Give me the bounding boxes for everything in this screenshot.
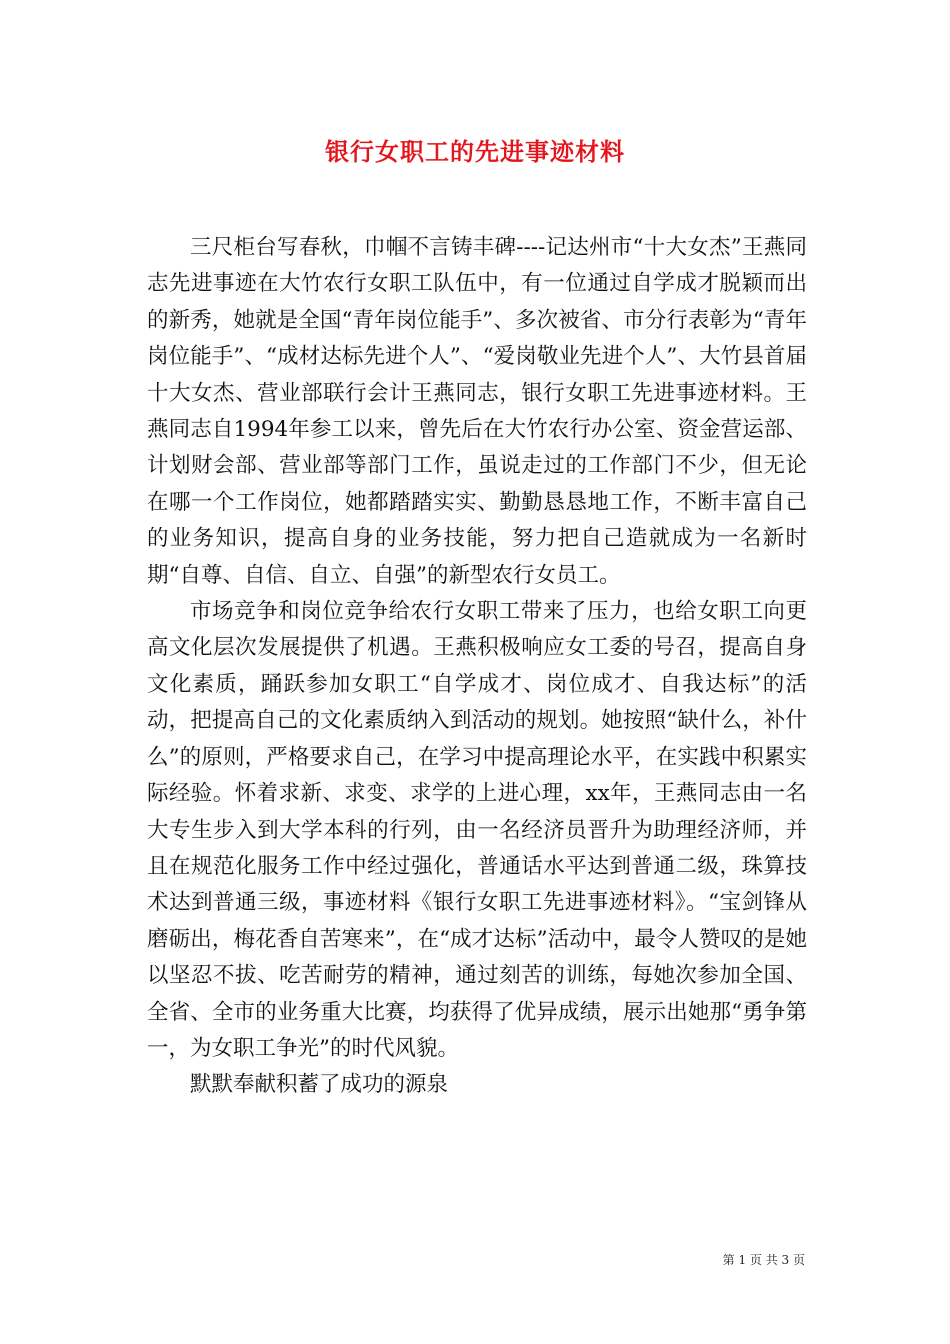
document-body — [147, 230, 807, 1104]
paragraph-3: 默默奉献积蓄了成功的源泉 — [190, 1072, 449, 1098]
paragraph-2: 市场竞争和岗位竞争给农行女职工带来了压力，也给女职工向更高文化层次发展提供了机遇。王燕积极响应女工委的号召，提高自身文化素质，踊跃参加女职工“自学成才、岗位成才、自我达标”的活动，把提高自己的文化素质纳入到活动的规划。她按照“缺什么，补什么”的原则，严格要求自己，在学习中提高理论水平，在实践中积累实际经验。怀着求新、求变、求学的上进心理，xx年，王燕同志由一名大专生步入到大学本科的行列，由一名经济员晋升为助理经济师，并且在规范化服务工作中经过强化，普通话水平达到普通二级，珠算技术达到普通三级，事迹材料《银行女职工先进事迹材料》。“宝剑锋从磨砺出，梅花香自苦寒来”，在“成才达标”活动中，最令人赞叹的是她以坚忍不拔、吃苦耐劳的精神，通过刻苦的训练，每她次参加全国、全省、全市的业务重大比赛，均获得了优异成绩，展示出她那“勇争第一，为女职工争光”的时代风貌。 — [147, 599, 807, 1061]
paragraph-1: 三尺柜台写春秋，巾帼不言铸丰碑----记达州市“十大女杰”王燕同志先进事迹在大竹农行女职工队伍中，有一位通过自学成才脱颖而出的新秀，她就是全国“青年岗位能手”、多次被省、市分行表彰为“青年岗位能手”、“成材达标先进个人”、“爱岗敬业先进个人”、大竹县首届十大女杰、营业部联行会计王燕同志，银行女职工先进事迹材料。王燕同志自1994年参工以来，曾先后在大竹农行办公室、资金营运部、计划财会部、营业部等部门工作，虽说走过的工作部门不少，但无论在哪一个工作岗位，她都踏踏实实、勤勤恳恳地工作，不断丰富自己的业务知识，提高自身的业务技能，努力把自己造就成为一名新时期“自尊、自信、自立、自强”的新型农行女员工。 — [147, 235, 807, 588]
page-number: 第 1 页 共 3 页 — [722, 1253, 805, 1267]
document-title: 银行女职工的先进事迹材料 — [325, 137, 625, 166]
